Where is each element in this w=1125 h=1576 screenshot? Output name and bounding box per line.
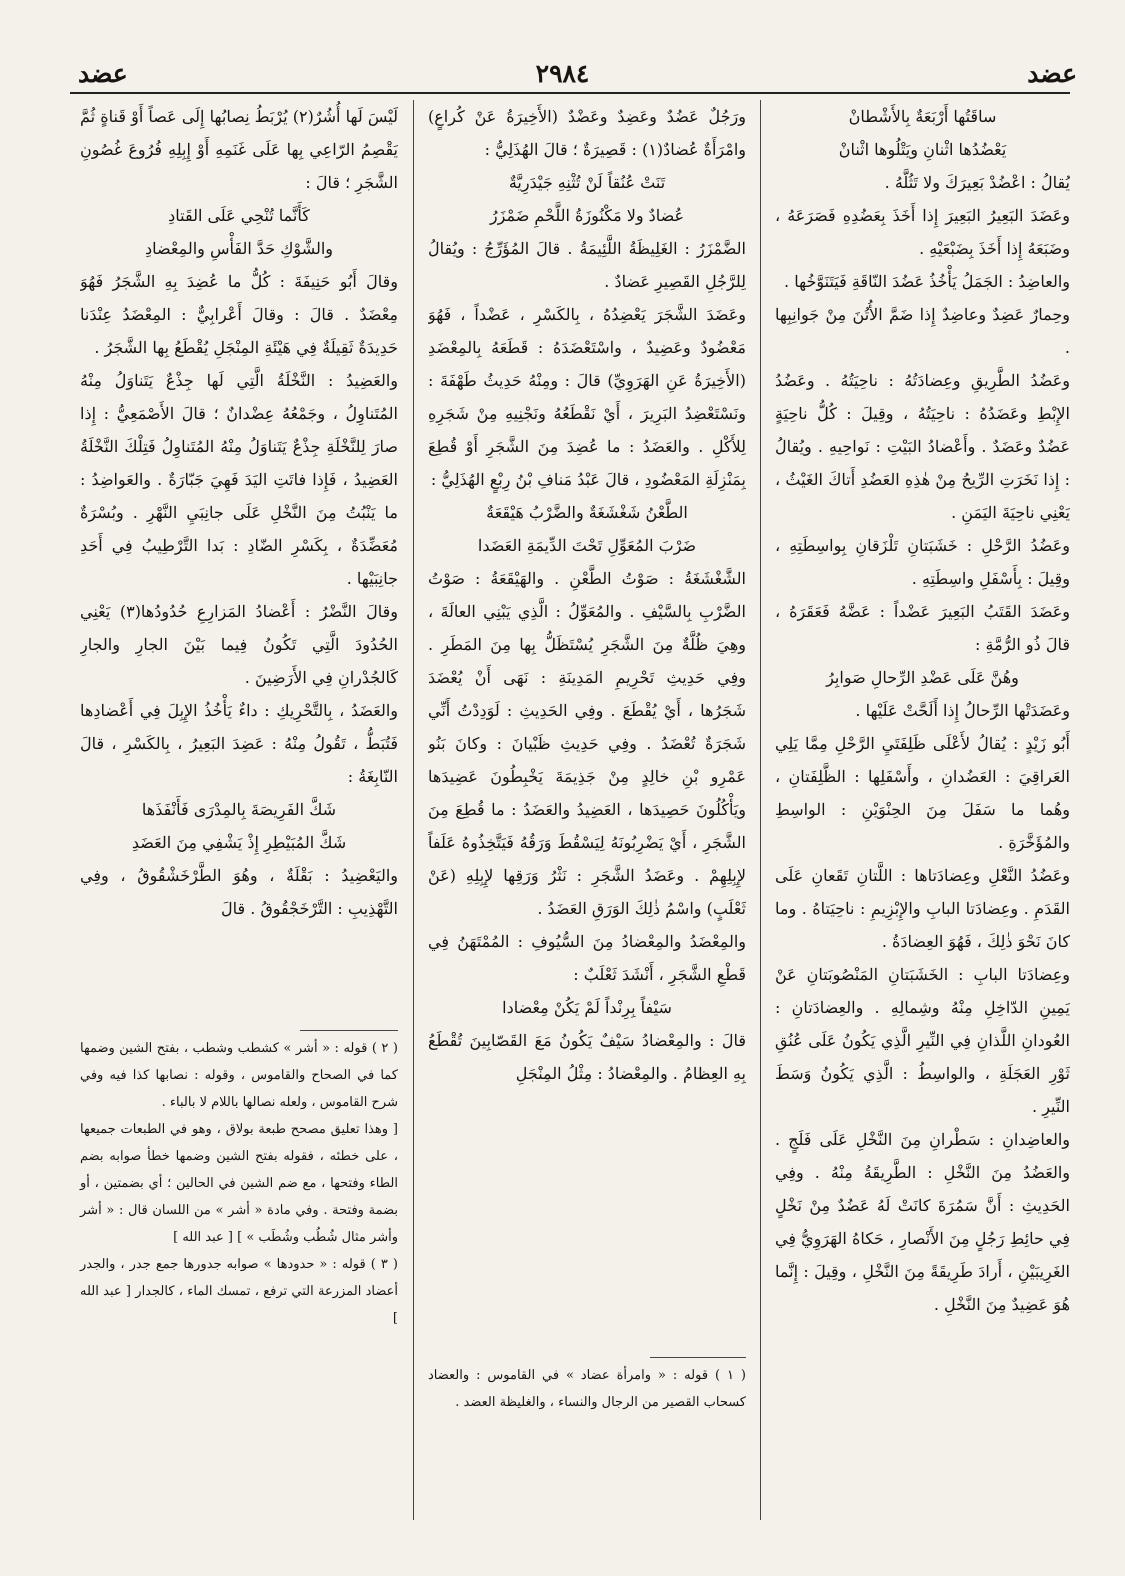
footnote-rule [650, 1357, 746, 1358]
footnote-rule [300, 1030, 398, 1031]
verse-line: تَنَتْ عُنُقاً لَنْ تُثْنِهِ جَيْدَرِيَّةٌ [508, 173, 666, 192]
column-right [775, 100, 1070, 1530]
entry-text: يُقالُ : اعْضُدْ بَعِيرَكَ ولا تَثُلَّهُ . وعَضَدَ البَعِيرُ البَعِيرَ إِذا أَخَذَ بِعَضُدِهِ فَصَرَعَهُ ، وضَبَعَهُ إِذا أَخَذَ بِضَبْعَيْهِ . والعاضِدُ : الجَمَلُ يَأْخُذُ عَضُدَ النّاقَةِ فَيَتَنَوَّخُها . وحِمارٌ عَضِدٌ وعاضِدٌ إِذا ضَمَّ الأُتُنَ مِنْ جَوانِبِها . وعَضُدُ الطَّرِيقِ وعِضادَتُهُ : ناحِيَتُهُ . وعَضُدُ الإِبْطِ وعَضَدُهُ : ناحِيَتُهُ ، وقِيلَ : كُلُّ ناحِيَةٍ عَضُدٌ وعَضَدٌ . وأَعْضادُ البَيْتِ : نَواحِيهِ . ويُقالُ : إِذا نَخَرَتِ الرِّيحُ مِنْ هٰذِهِ العَضُدِ أَتاكَ الغَيْثُ ، يَعْنِي ناحِيَةَ اليَمَنِ . وعَضُدُ الرَّحْلِ : خَشَبَتانِ تَلْزَقانِ بِواسِطَتِهِ ، وقِيلَ : بِأَسْفَلِ واسِطَتِهِ . وعَضَدَ القَتَبُ البَعِيرَ عَضْداً : عَضَّهُ فَعَقَرَهُ ، قالَ ذُو الرُّمَّةِ : [775, 173, 1070, 654]
verse-line: الطَّعْنُ شَغْشَغَةٌ والضَّرْبُ هَيْقَعَةٌ [486, 503, 688, 522]
page-number: ٢٩٨٤ [535, 59, 590, 88]
column-divider [760, 100, 761, 1520]
entry-text: واليَعْضِيدُ : بَقْلَةٌ ، وهُوَ الطَّرْخَشْقُوقُ ، وفِي التَّهْذِيبِ : التَّرْخَجْقُوقُ . قالَ [80, 866, 398, 918]
verse-line: عُضادٌ ولا مَكْنُوزَةُ اللَّحْمِ ضَمْزَرُ [489, 206, 685, 225]
entry-text: قالَ : والمِعْضادُ سَيْفٌ يَكُونُ مَعَ القَصّابِينَ تُقْطَعُ بِهِ العِظامُ . والمِعْضادُ : مِثْلُ المِنْجَلِ [428, 1031, 746, 1083]
entry-text: وعَضَدَتْها الرِّحالُ إِذا أَلَحَّتْ عَلَيْها . أَبُو زَيْدٍ : يُقالُ لأَعْلَى ظَلِفَتَيِ الرَّحْلِ مِمَّا يَلِي العَراقِيَ : العَضُدانِ ، وأَسْفَلِها : الظَّلِفَتانِ ، وهُما ما سَفَلَ مِنَ الحِنْوَيْنِ : الواسِطِ والمُؤَخَّرَةِ . وعَضُدُ النَّعْلِ وعِضادَتاها : اللَّتانِ تَقَعانِ عَلَى القَدَمِ . وعِضادَتا البابِ والإِبْزِيمِ : ناحِيَتاهُ . وما كانَ نَحْوَ ذٰلِكَ ، فَهُوَ العِضادَةُ . وعِضادَتا البابِ : الخَشَبَتانِ المَنْصُوبَتانِ عَنْ يَمِينِ الدّاخِلِ مِنْهُ وشِمالِهِ . والعِضادَتانِ : العُودانِ اللَّذانِ فِي النِّيرِ الَّذِي يَكُونُ عَلَى عُنُقِ ثَوْرِ العَجَلَةِ ، والواسِطُ : الَّذِي يَكُونُ وَسَطَ النِّيرِ . والعاضِدانِ : سَطْرانِ مِنَ النَّخْلِ عَلَى فَلَجٍ . والعَضُدُ مِنَ النَّخْلِ : الطَّرِيقَةُ مِنْهُ . وفِي الحَدِيثِ : أَنَّ سَمُرَةَ كانَتْ لَهُ عَضُدٌ مِنْ نَخْلٍ فِي حائِطِ رَجُلٍ مِنَ الأَنْصارِ ، حَكاهُ الهَرَوِيُّ فِي الغَرِيبَيْنِ ، أَرادَ طَرِيقَةً مِنَ النَّخْلِ ، وقِيلَ : إِنَّما هُوَ عَضِيدٌ مِنَ النَّخْلِ . [775, 701, 1070, 1314]
verse-line: كَأَنَّما تُنْحِي عَلَى القَتادِ [168, 206, 310, 225]
verse-line: وهُنَّ عَلَى عَضْدِ الرِّحالِ صَوابِرُ [826, 668, 1019, 687]
column-divider [413, 100, 414, 1520]
verse-line: شَكَّ المُبَيْطِرِ إِذْ يَشْفِي مِنَ العَضَدِ [131, 833, 347, 852]
entry-text: وقالَ أَبُو حَنِيفَةَ : كُلُّ ما عُضِدَ بِهِ الشَّجَرُ فَهُوَ مِعْضَدٌ . قالَ : وقالَ أَعْرابِيٌّ : المِعْضَدُ عِنْدَنا حَدِيدَةٌ ثَقِيلَةٌ فِي هَيْئَةِ المِنْجَلِ يُقْطَعُ بِها الشَّجَرُ . والعَضِيدُ : النَّخْلَةُ الَّتِي لَها جِذْعٌ يَتَناوَلُ مِنْهُ المُتَناوِلُ ، وجَمْعُهُ عِضْدانٌ ؛ قالَ الأَصْمَعِيُّ : إِذا صارَ لِلنَّخْلَةِ جِذْعٌ يَتَناوَلُ مِنْهُ المُتَناوِلُ فَتِلْكَ النَّخْلَةُ العَضِيدُ ، فَإِذا فاتَتِ اليَدَ فَهِيَ جَبّارَةٌ . والعَواضِدُ : ما يَنْبُتُ مِنَ النَّخْلِ عَلَى جانِبَيِ النَّهْرِ . وبُسْرَةٌ مُعَضِّدَةٌ ، بِكَسْرِ الضّادِ : بَدا التَّرْطِيبُ فِي أَحَدِ جانِبَيْها . وقالَ النَّضْرُ : أَعْضادُ المَزارِعِ حُدُودُها(٣) يَعْنِي الحُدُودَ الَّتِي تَكُونُ فِيما بَيْنَ الجارِ والجارِ كَالجُدْرانِ فِي الأَرَضِينَ . والعَضَدُ ، بِالتَّحْرِيكِ : داءٌ يَأْخُذُ الإِبِلَ فِي أَعْضادِها فَتُبَطُّ ، تَقُولُ مِنْهُ : عَضِدَ البَعِيرُ ، بِالكَسْرِ ، قالَ النّابِغَةُ : [80, 272, 398, 786]
verse-line: يَعْضُدُها اثْنانِ ويَتْلُوها اثْنانْ [838, 140, 1007, 159]
entry-text: ورَجُلٌ عَضُدٌ وعَضِدٌ وعَضْدٌ (الأَخِيرَةُ عَنْ كُراعٍ) وامْرَأَةٌ عُضادٌ(١) : قَصِيرَةٌ ؛ قالَ الهُذَلِيُّ : [428, 107, 746, 159]
entry-text: الشَّغْشَغَةُ : صَوْتُ الطَّعْنِ . والهَيْقَعَةُ : صَوْتُ الضَّرْبِ بِالسَّيْفِ . والمُعَوِّلُ : الَّذِي يَبْنِي العالَةَ ، وهِيَ ظُلَّةٌ مِنَ الشَّجَرِ يُسْتَظَلُّ بِها مِنَ المَطَرِ . وفِي حَدِيثِ تَحْرِيمِ المَدِينَةِ : نَهَى أَنْ يُعْضَدَ شَجَرُها ، أَيْ يُقْطَعَ . وفِي الحَدِيثِ : لَوَدِدْتُ أَنِّي شَجَرَةٌ تُعْضَدُ . وفِي حَدِيثِ ظَبْيانَ : وكانَ بَنُو عَمْرِو بْنِ خالِدٍ مِنْ جَذِيمَةَ يَخْبِطُونَ عَضِيدَها ويَأْكُلُونَ حَصِيدَها ، العَضِيدُ والعَضَدُ : ما قُطِعَ مِنَ الشَّجَرِ ، أَيْ يَضْرِبُونَهُ لِيَسْقُطَ وَرَقُهُ فَيَتَّخِذُوهُ عَلَفاً لإِبِلِهِمْ . وعَضَدُ الشَّجَرِ : نَثْرُ وَرَقِها لإِبِلِهِ (عَنْ ثَعْلَبٍ) واسْمُ ذٰلِكَ الوَرَقِ العَضَدُ . والمِعْضَدُ والمِعْضادُ مِنَ السُّيُوفِ : المُمْتَهَنُ فِي قَطْعِ الشَّجَرِ ، أَنْشَدَ ثَعْلَبٌ : [428, 569, 746, 984]
verse-line: سَيْفاً بِرِنْداً لَمْ يَكُنْ مِعْضادا [502, 998, 672, 1017]
verse-line: والشَّوْكِ حَدَّ الفَأْسِ والمِعْضادِ [144, 239, 334, 258]
verse-line: ساقَتُها أَرْبَعَةٌ بِالأَشْطانْ [848, 107, 997, 126]
verse-line: ضَرْبَ المُعَوِّلِ تَحْتَ الدِّيمَةِ العَضَدا [477, 536, 697, 555]
header-rule [70, 92, 1070, 94]
entry-text: لَيْسَ لَها أُشُرٌ(٢) يُرْبَطُ نِصابُها إِلَى عَصاً أَوْ قَناةٍ ثُمَّ يَقْصِمُ الرّاعِي بِها عَلَى غَنَمِهِ أَوْ إِبِلِهِ فُرُوعَ غُصُونِ الشَّجَرِ ؛ قالَ : [80, 107, 398, 192]
verse-line: شَكَّ الفَرِيصَةَ بِالمِدْرَى فَأَنْفَذَها [141, 800, 337, 819]
entry-text: الضَّمْزَرُ : الغَلِيظَةُ اللَّئِيمَةُ . قالَ المُؤَرِّجُ : ويُقالُ لِلرَّجُلِ القَصِيرِ عَضادٌ . وعَضَدَ الشَّجَرَ يَعْضِدُهُ ، بِالكَسْرِ ، عَضْداً ، فَهُوَ مَعْضُودٌ وعَضِيدٌ ، واسْتَعْضَدَهُ : قَطَعَهُ بِالمِعْضَدِ (الأَخِيرَةُ عَنِ الهَرَوِيِّ) قالَ : ومِنْهُ حَدِيثُ طَهْفَةَ : ونَسْتَعْضِدُ البَرِيرَ ، أَيْ نَقْطَعُهُ ونَجْنِيهِ مِنْ شَجَرِهِ لِلأَكْلِ . والعَضَدُ : ما عُضِدَ مِنَ الشَّجَرِ أَوْ قُطِعَ بِمَنْزِلَةِ المَعْضُودِ ، قالَ عَبْدُ مَنافِ بْنُ رِبْعٍ الهُذَلِيُّ : [428, 239, 746, 489]
header-left-keyword: عضد [78, 59, 128, 88]
header-right-keyword: عضد [1027, 59, 1077, 88]
footnotes-left: ( ٢ ) قوله : « أشر » كشطب وشطب ، بفتح الشين وضمها كما في الصحاح والقاموس ، وقوله : نصابها كذا فيه وفي شرح القاموس ، ولعله نصالها باللام لا بالباء . [ وهذا تعليق مصحح طبعة بولاق ، وهو في الطبعات جميعها ، على خطئه ، فقوله بفتح الشين وضمها خطأ صوابه بضم الطاء وفتحها ، مع ضم الشين في الحالين ؛ أي بضمتين ، أو بضمة وفتحة . وفي مادة « أشر » من اللسان قال : « أشر وأشر مثال شُطُب وشُطَب » ] [ عبد الله ] ( ٣ ) قوله : « حدودها » صوابه جدورها جمع جدر ، والجدر أعضاد المزرعة التي ترفع ، تمسك الماء ، كالجدار [ عبد الله ] [80, 1041, 398, 1326]
column-middle [428, 100, 746, 1530]
footnotes-middle: ( ١ ) قوله : « وامرأة عضاد » في القاموس : والعضاد كسحاب القصير من الرجال والنساء ، والغليظة العضد . [428, 1368, 746, 1410]
